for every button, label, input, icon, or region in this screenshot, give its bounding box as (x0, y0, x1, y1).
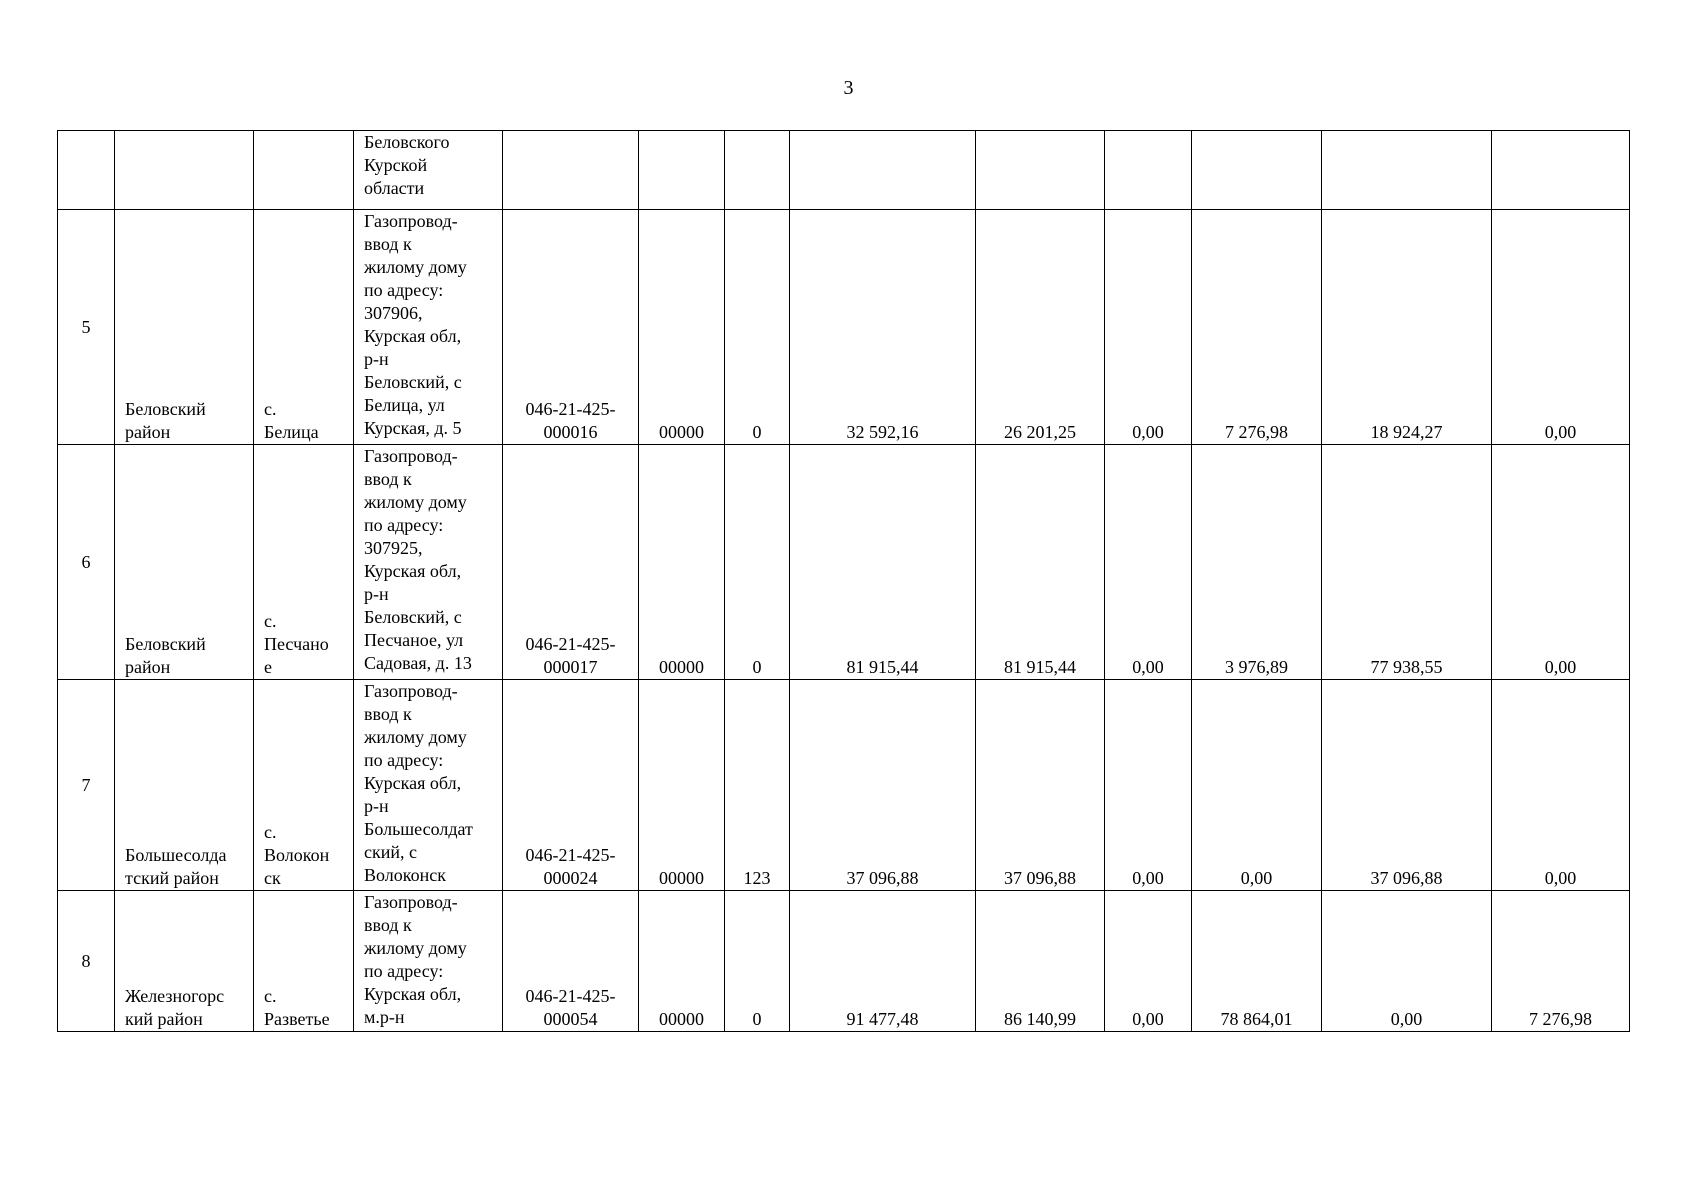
object-name-cell: Газопровод- ввод к жилому дому по адресу: 307906, Курская обл, р-н Беловский, с Белица, ул Курская, д. 5 (354, 210, 503, 445)
district-cell: Железногорс кий район (115, 891, 254, 1032)
inventory-code-cell: 046-21-425- 000054 (503, 891, 639, 1032)
value-cell-3: 0,00 (1105, 210, 1192, 445)
settlement-cell: с. Волокон ск (254, 680, 354, 891)
settlement-cell: с. Белица (254, 210, 354, 445)
inventory-code-cell: 046-21-425- 000017 (503, 445, 639, 680)
value-cell-1: 32 592,16 (790, 210, 976, 445)
value-cell-4 (1192, 131, 1322, 210)
table-row (58, 131, 1630, 210)
table-row (58, 891, 1630, 1032)
register-table (57, 130, 1630, 1032)
table-row (58, 680, 1630, 891)
value-cell-6: 0,00 (1492, 445, 1630, 680)
sub-code-cell: 00000 (639, 891, 725, 1032)
value-cell-5: 0,00 (1322, 891, 1492, 1032)
inventory-code-cell (503, 131, 639, 210)
value-cell-4: 0,00 (1192, 680, 1322, 891)
table-row (58, 445, 1630, 680)
value-cell-6: 0,00 (1492, 210, 1630, 445)
row-number: 6 (58, 445, 115, 680)
value-cell-1: 91 477,48 (790, 891, 976, 1032)
value-cell-4: 3 976,89 (1192, 445, 1322, 680)
settlement-cell: с. Песчано е (254, 445, 354, 680)
value-cell-2 (976, 131, 1105, 210)
sub-code-cell: 00000 (639, 680, 725, 891)
value-cell-6: 0,00 (1492, 680, 1630, 891)
row-number: 7 (58, 680, 115, 891)
settlement-cell: с. Разветье (254, 891, 354, 1032)
district-cell (115, 131, 254, 210)
object-name-cell: Газопровод- ввод к жилому дому по адресу: Курская обл, м.р-н (354, 891, 503, 1032)
sub-code-cell (639, 131, 725, 210)
object-name-cell: Беловского Курской области (354, 131, 503, 210)
value-cell-2: 86 140,99 (976, 891, 1105, 1032)
row-number: 8 (58, 891, 115, 1032)
value-cell-6: 7 276,98 (1492, 891, 1630, 1032)
object-name-cell: Газопровод- ввод к жилому дому по адресу: 307925, Курская обл, р-н Беловский, с Песчаное, ул Садовая, д. 13 (354, 445, 503, 680)
quantity-cell (725, 131, 790, 210)
sub-code-cell: 00000 (639, 445, 725, 680)
quantity-cell: 123 (725, 680, 790, 891)
settlement-cell (254, 131, 354, 210)
value-cell-3: 0,00 (1105, 680, 1192, 891)
table-row (58, 210, 1630, 445)
value-cell-5: 18 924,27 (1322, 210, 1492, 445)
district-cell: Беловский район (115, 445, 254, 680)
value-cell-2: 37 096,88 (976, 680, 1105, 891)
district-cell: Беловский район (115, 210, 254, 445)
value-cell-4: 7 276,98 (1192, 210, 1322, 445)
value-cell-4: 78 864,01 (1192, 891, 1322, 1032)
district-cell: Большесолда тский район (115, 680, 254, 891)
value-cell-3: 0,00 (1105, 891, 1192, 1032)
value-cell-1 (790, 131, 976, 210)
value-cell-5: 77 938,55 (1322, 445, 1492, 680)
value-cell-2: 81 915,44 (976, 445, 1105, 680)
row-number (58, 131, 115, 210)
value-cell-5: 37 096,88 (1322, 680, 1492, 891)
value-cell-2: 26 201,25 (976, 210, 1105, 445)
value-cell-1: 81 915,44 (790, 445, 976, 680)
object-name-cell: Газопровод- ввод к жилому дому по адресу: Курская обл, р-н Большесолдат ский, с Волоконск (354, 680, 503, 891)
value-cell-1: 37 096,88 (790, 680, 976, 891)
inventory-code-cell: 046-21-425- 000016 (503, 210, 639, 445)
quantity-cell: 0 (725, 210, 790, 445)
value-cell-6 (1492, 131, 1630, 210)
row-number: 5 (58, 210, 115, 445)
quantity-cell: 0 (725, 891, 790, 1032)
inventory-code-cell: 046-21-425- 000024 (503, 680, 639, 891)
quantity-cell: 0 (725, 445, 790, 680)
value-cell-3: 0,00 (1105, 445, 1192, 680)
page-number: 3 (843, 77, 854, 99)
value-cell-5 (1322, 131, 1492, 210)
value-cell-3 (1105, 131, 1192, 210)
sub-code-cell: 00000 (639, 210, 725, 445)
